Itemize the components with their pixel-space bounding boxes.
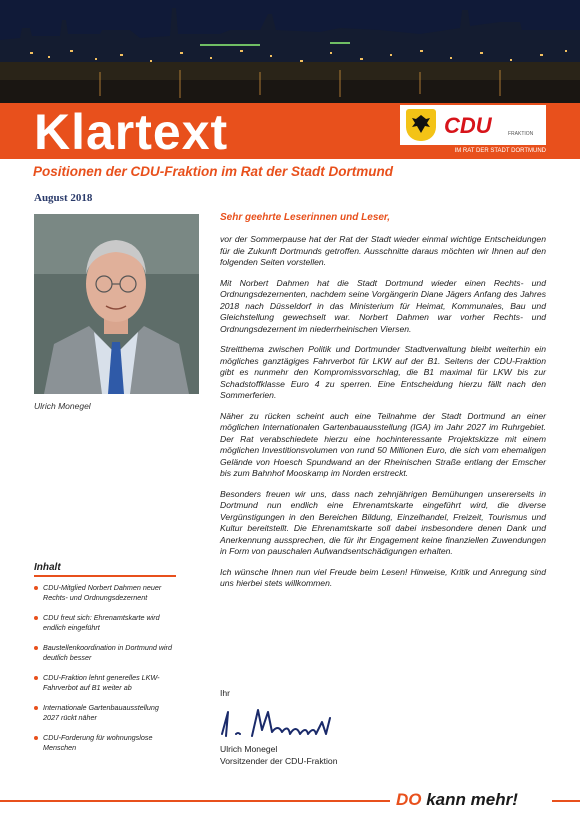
- handwritten-signature: [218, 704, 348, 742]
- newsletter-subtitle: Positionen der CDU-Fraktion im Rat der Stadt Dortmund: [33, 164, 394, 179]
- toc-item[interactable]: Internationale Gartenbauausstellung 2027 rückt näher: [34, 703, 176, 722]
- letter-closing: Ihr: [220, 688, 231, 698]
- letter-paragraph: Besonders freuen wir uns, dass nach zehnjährigen Bemühungen unsererseits in Dortmund nun endlich eine Ehrenamtskarte eingeführt wird, die diverse Vergünstigungen in den Bereichen Bildung, Einzelhandel, Freizeit, Tourismus und Kultur bereitstellt. Die Ehrenamtskarte soll dabei insbesondere denen Dank und Anerkennung aussprechen, die für ihr Engagement keine finanziellen Zuwendungen in Form von pauschalen Aufwandsentschädigungen erhalten.: [220, 488, 546, 556]
- toc-title: Inhalt: [34, 562, 176, 577]
- letter-paragraph: Streitthema zwischen Politik und Dortmunder Stadtverwaltung bleibt weiterhin ein mögliches ganztägiges Fahrverbot für LKW auf der B1. Seitens der CDU-Fraktion gibt es nunmehr den Kompromissvorschlag, die B1 maximal für LKW bis zur Schadstoffklasse Euro 4 zu sperren. Eine Entscheidung hierzu fällt nach den Sommerferien.: [220, 344, 546, 400]
- portrait-photo: [34, 214, 199, 394]
- masthead-title: Klartext: [34, 104, 229, 160]
- footer-rule: [552, 800, 580, 802]
- skyline-photo: [0, 0, 580, 103]
- letter-paragraph: Ich wünsche Ihnen nun viel Freude beim Lesen! Hinweise, Kritik und Anregung sind uns hierbei stets willkommen.: [220, 566, 546, 588]
- photo-caption: Ulrich Monegel: [34, 401, 91, 411]
- table-of-contents: [34, 562, 176, 763]
- cdu-logo-fraktion: FRAKTION: [508, 131, 534, 137]
- letter-greeting: Sehr geehrte Leserinnen und Leser,: [220, 212, 391, 223]
- toc-item[interactable]: Baustellenkoordination in Dortmund wird deutlich besser: [34, 643, 176, 662]
- slogan-do: DO: [396, 790, 422, 809]
- slogan-rest: kann mehr!: [421, 790, 518, 809]
- toc-item[interactable]: CDU freut sich: Ehrenamtskarte wird endlich eingeführt: [34, 613, 176, 632]
- letter-paragraph: Mit Norbert Dahmen hat die Stadt Dortmund wieder einen Rechts- und Ordnungsdezernenten, nachdem seine Vorgängerin Diane Jägers Anfang des Jahres 2018 nach Düsseldorf in das Ministerium für Heimat, Kommunales, Bau und Gleichstellung gewechselt war. Norbert Dahmen war vorher Rechts- und Ordnungsdezernent im niederrheinischen Viersen.: [220, 277, 546, 334]
- footer-slogan: [396, 790, 518, 810]
- signature-block: [220, 744, 338, 767]
- footer-rule: [0, 800, 390, 802]
- toc-item[interactable]: CDU-Fraktion lehnt generelles LKW-Fahrverbot auf B1 weiter ab: [34, 673, 176, 692]
- letter-paragraph: vor der Sommerpause hat der Rat der Stadt wieder einmal wichtige Entscheidungen für die Zukunft Dortmunds getroffen. Ausschnitte daraus möchten wir Ihnen auf den folgenden Seiten vorstellen.: [220, 234, 546, 267]
- dortmund-crest-icon: [406, 109, 436, 141]
- letter-body: [220, 234, 546, 599]
- letter-paragraph: Näher zu rücken scheint auch eine Teilnahme der Stadt Dortmund an einer möglichen Internationalen Gartenbauausstellung (IGA) im Jahr 2027 im Ruhrgebiet. Der Rat verabschiedete hierzu eine hochinteressante Projektskizze mit einem möglichen Investitionsvolumen von rund 50 Millionen Euro, die sich vom ehemaligen Gelände von Hoesch Spundwand an der Rheinischen Straße entlang der Emscher bis zum Bahnhof Mooskamp im Norden erstreckt.: [220, 410, 546, 478]
- toc-item[interactable]: CDU-Forderung für wohnungslose Menschen: [34, 733, 176, 752]
- signatory-role: Vorsitzender der CDU-Fraktion: [220, 755, 338, 766]
- issue-date: August 2018: [34, 192, 93, 204]
- signatory-name: Ulrich Monegel: [220, 744, 278, 754]
- cdu-logo-text: CDU: [444, 113, 492, 138]
- toc-item[interactable]: CDU-Mitglied Norbert Dahmen neuer Rechts- und Ordnungsdezernent: [34, 583, 176, 602]
- cdu-logo-subline: IM RAT DER STADT DORTMUND: [454, 148, 546, 154]
- toc-list: [34, 583, 176, 752]
- cdu-logo: [400, 105, 546, 145]
- portrait-image: [34, 214, 199, 394]
- city-night-skyline-image: [0, 0, 580, 103]
